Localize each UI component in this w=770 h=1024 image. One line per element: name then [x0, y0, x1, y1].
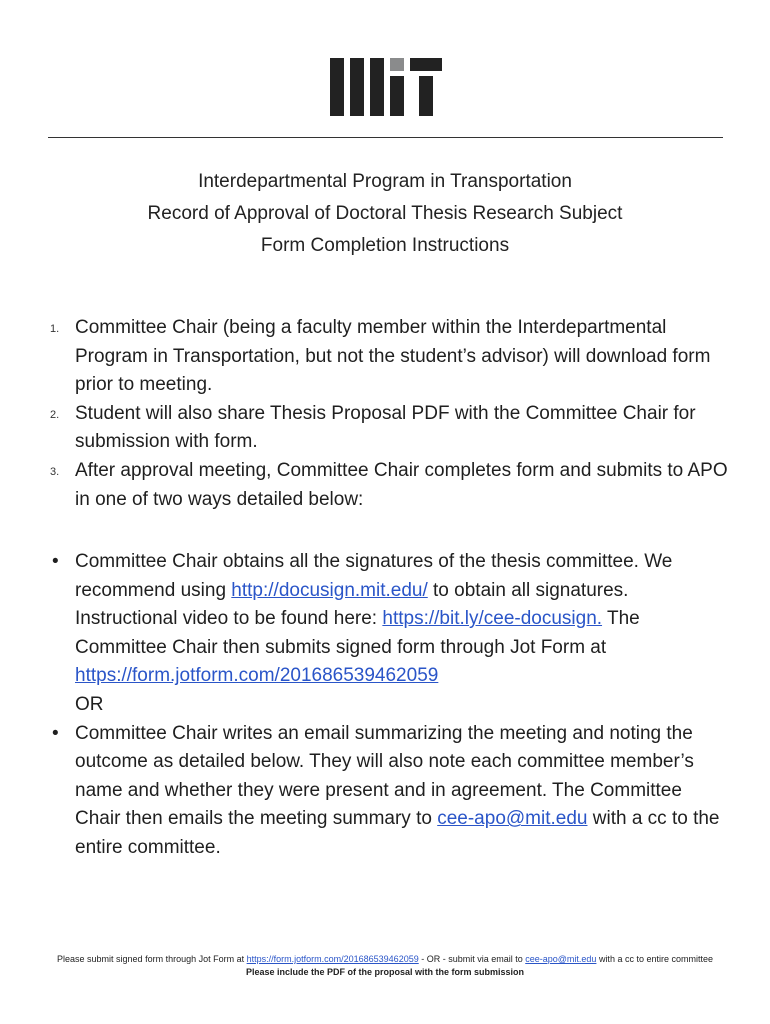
jotform-link[interactable]: https://form.jotform.com/201686539462059	[75, 665, 439, 687]
step-number: 3.	[50, 465, 60, 478]
or-separator: OR	[75, 693, 104, 715]
option-text: to obtain all signatures. Instructional video to be found here:	[75, 579, 629, 630]
numbered-steps	[50, 314, 740, 514]
option-docusign	[50, 548, 730, 691]
footer-note: Please include the PDF of the proposal with the form submission	[245, 967, 525, 977]
step-number: 1.	[50, 323, 60, 335]
step-item	[50, 400, 740, 457]
footer-email-link[interactable]: cee-apo@mit.edu	[525, 954, 597, 964]
instructions-title: Form Completion Instructions	[260, 235, 510, 256]
footer-line	[0, 953, 770, 966]
option-text: with a cc to the entire committee.	[75, 808, 720, 858]
bullet-marker: •	[52, 722, 59, 744]
email-link[interactable]: cee-apo@mit.edu	[437, 808, 588, 830]
page-footer	[0, 953, 770, 979]
form-title: Record of Approval of Doctoral Thesis Research Subject	[147, 203, 623, 224]
footer-text: with a cc to entire committee	[596, 954, 713, 964]
footer-text: - OR - submit via email to	[418, 954, 526, 964]
bullet-marker: •	[52, 551, 59, 572]
mit-logo	[330, 58, 442, 116]
docusign-link[interactable]: http://docusign.mit.edu/	[231, 579, 428, 601]
submission-options	[50, 548, 730, 863]
document-title-block	[0, 166, 770, 262]
program-title: Interdepartmental Program in Transportation	[198, 171, 572, 192]
option-text: Committee Chair obtains all the signatures of the thesis committee. We recommend using	[75, 551, 673, 601]
step-item	[50, 457, 740, 514]
option-text: The Committee Chair then submits signed form through Jot Form at	[75, 608, 640, 658]
step-item	[50, 314, 740, 400]
step-number: 2.	[50, 408, 60, 421]
video-link[interactable]: https://bit.ly/cee-docusign.	[382, 608, 603, 630]
step-text: After approval meeting, Committee Chair completes form and submits to APO in one of two ways detailed below:	[75, 459, 728, 510]
header-divider	[48, 137, 723, 138]
option-text: Committee Chair writes an email summarizing the meeting and noting the outcome as detailed below. They will also note each committee member’s name and whether they were present and in agreement. The Committee Chair then emails the meeting summary to	[75, 722, 694, 830]
footer-text: Please submit signed form through Jot Form at	[57, 954, 247, 964]
footer-jotform-link[interactable]: https://form.jotform.com/201686539462059	[246, 954, 419, 964]
step-text: Committee Chair (being a faculty member within the Interdepartmental Program in Transportation, but not the student’s advisor) will download form prior to meeting.	[75, 317, 711, 396]
step-text: Student will also share Thesis Proposal PDF with the Committee Chair for submission with form.	[75, 402, 696, 453]
option-email	[50, 720, 730, 863]
